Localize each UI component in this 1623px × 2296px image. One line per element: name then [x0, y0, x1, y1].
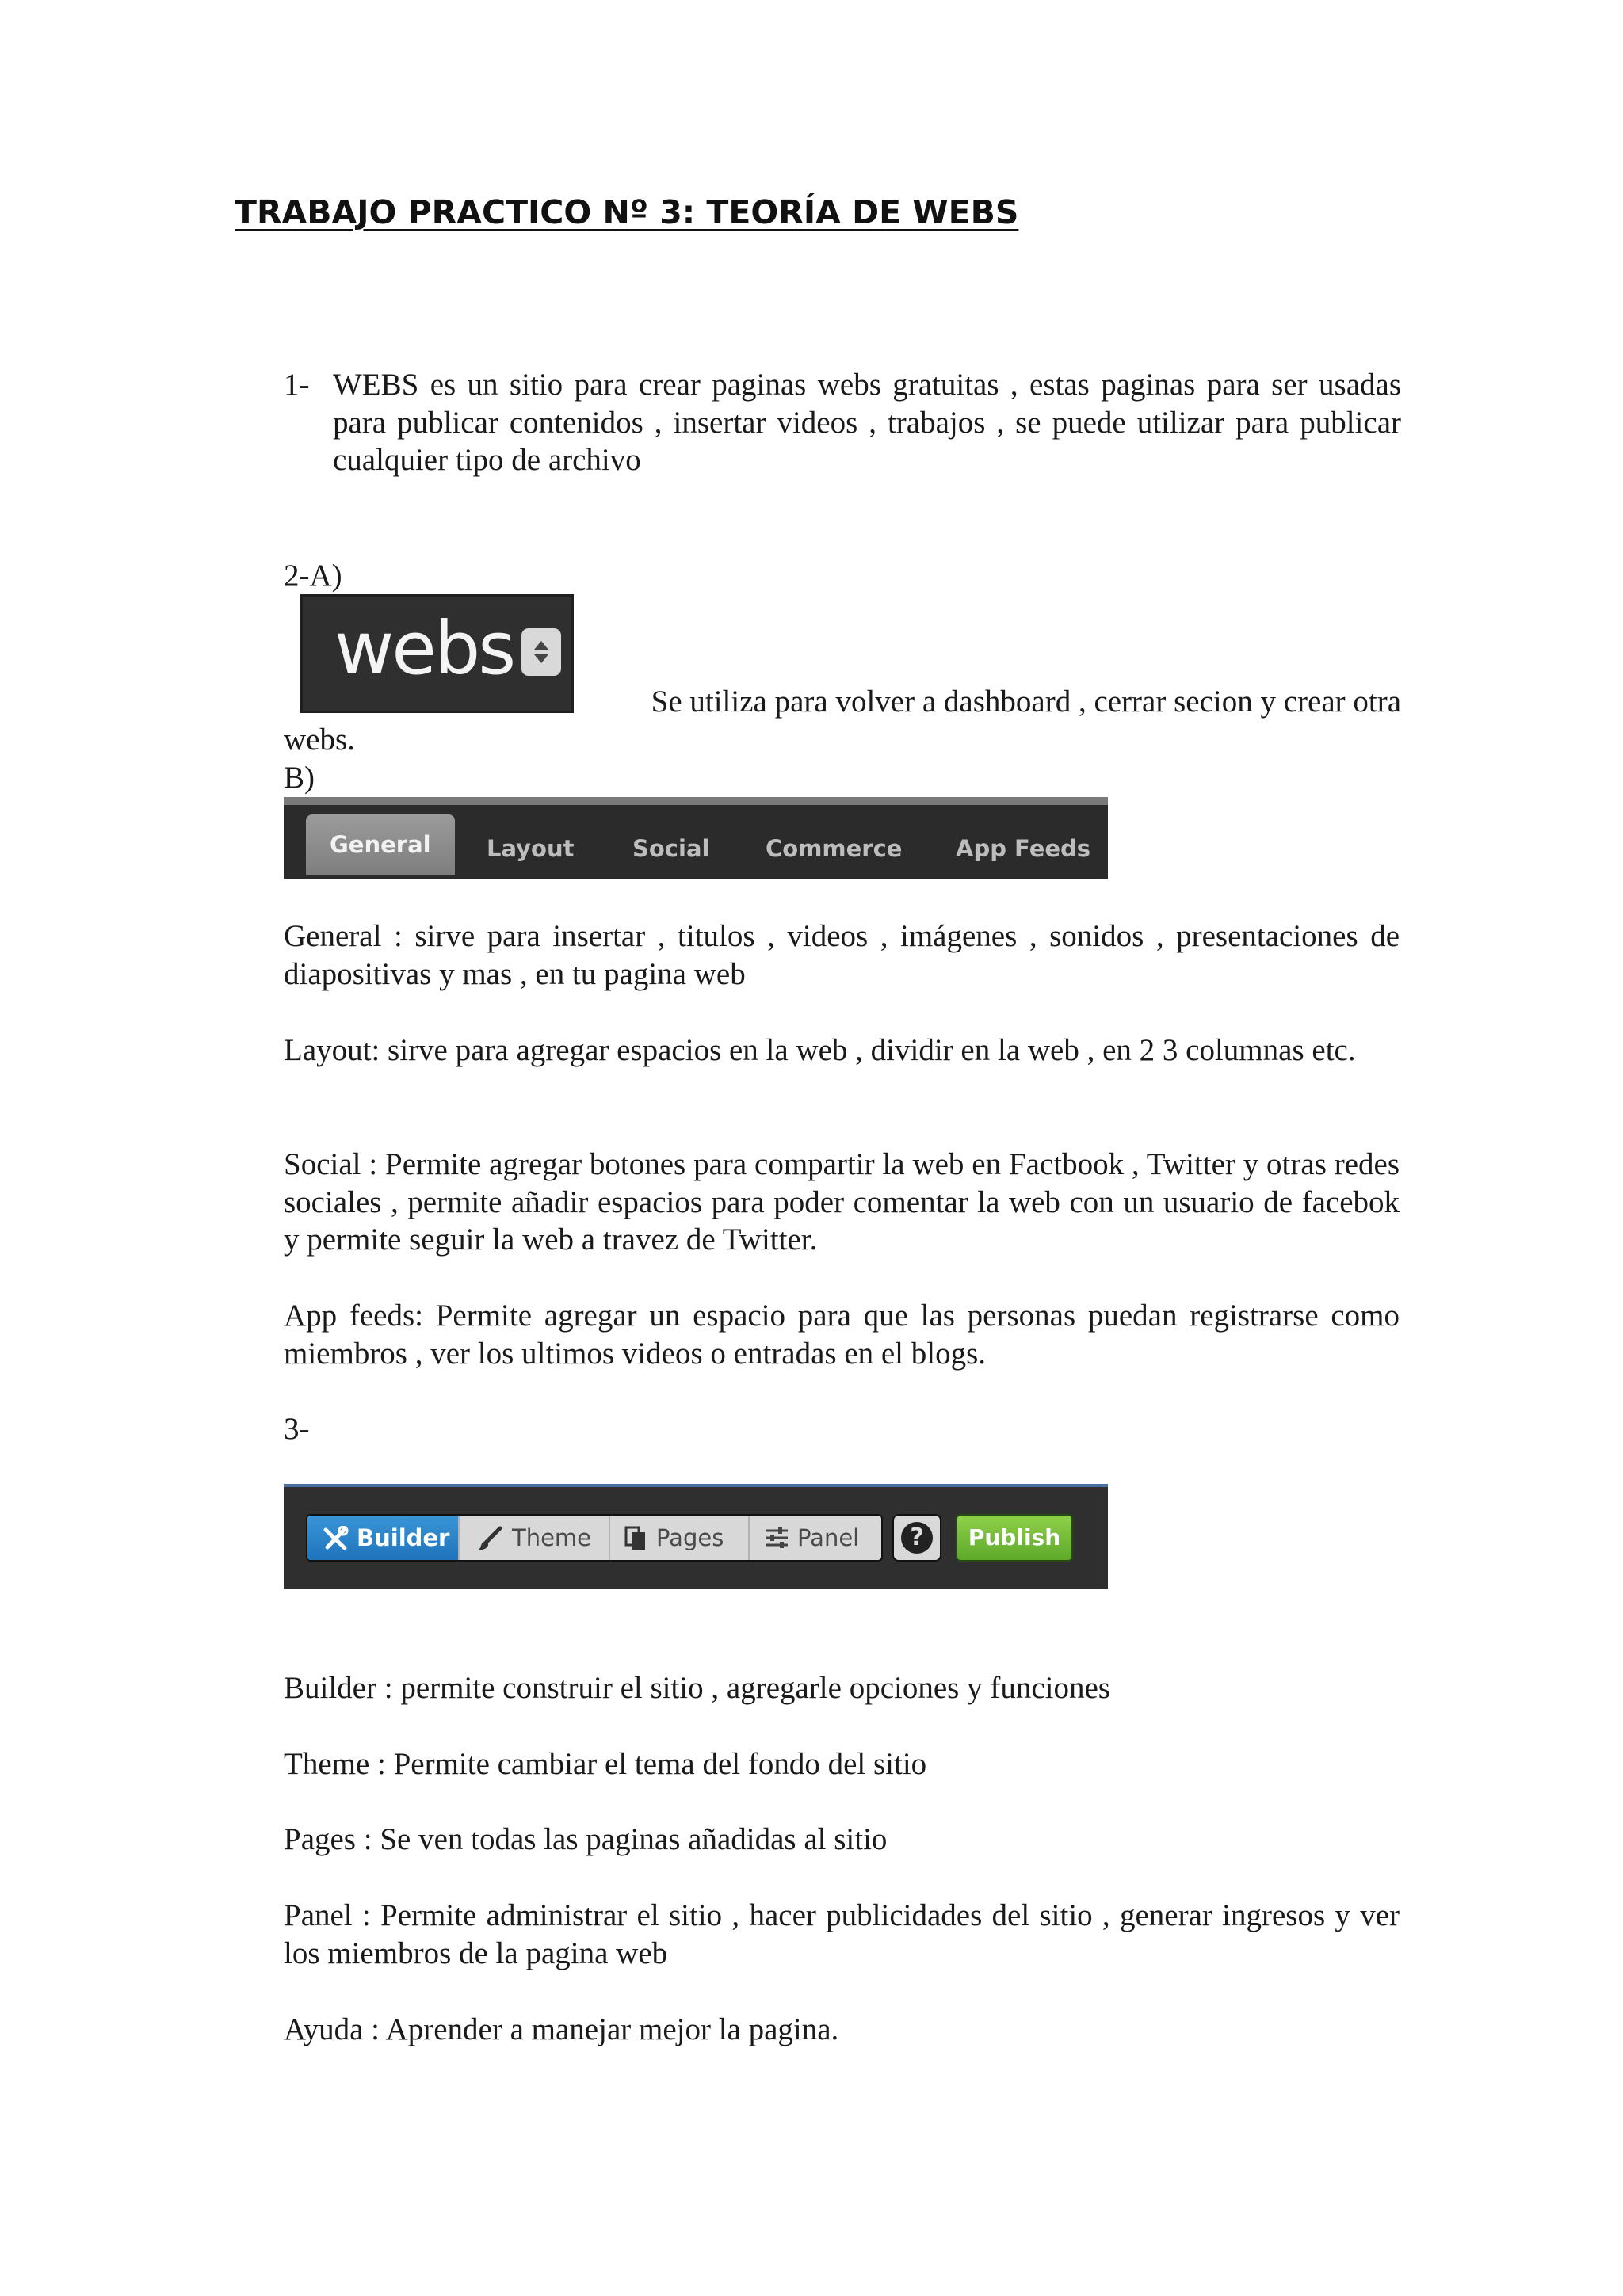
paragraph-theme: Theme : Permite cambiar el tema del fondo del sitio — [284, 1747, 927, 1781]
question-icon: ? — [901, 1522, 933, 1554]
paragraph-app-feeds: App feeds: Permite agregar un espacio para que las personas puedan registrarse como miembros , ver los ultimos videos o entradas en el blogs. — [284, 1299, 1400, 1371]
tab-general[interactable]: General — [306, 814, 455, 875]
question-1-text: WEBS es un sitio para crear paginas webs gratuitas , estas paginas para ser usadas para publicar contenidos , insertar videos , trabajos , se puede utilizar para publicar cualquier tipo de archivo — [333, 368, 1401, 477]
document-title: TRABAJO PRACTICO Nº 3: TEORÍA DE WEBS — [235, 193, 1019, 231]
paragraph-general: General : sirve para insertar , titulos , videos , imágenes , sonidos , presentaciones de diapositivas y mas , en tu pagina web — [284, 919, 1400, 991]
paintbrush-icon — [477, 1526, 502, 1551]
webs-logo-menu[interactable] — [300, 594, 574, 713]
webs-logo-text: webs — [334, 606, 514, 691]
publish-button[interactable]: Publish — [956, 1514, 1073, 1562]
question-2a-description-continued: webs. — [284, 723, 355, 757]
tools-icon — [322, 1526, 349, 1551]
help-button[interactable] — [892, 1514, 941, 1562]
editor-toolbar — [284, 1484, 1108, 1589]
pages-label: Pages — [656, 1524, 724, 1551]
builder-label: Builder — [357, 1524, 450, 1551]
tab-app-feeds[interactable]: App Feeds — [956, 835, 1091, 862]
question-1-number: 1- — [284, 368, 310, 402]
toolbar-button-group — [306, 1514, 883, 1562]
paragraph-ayuda: Ayuda : Aprender a manejar mejor la pagina. — [284, 2012, 839, 2046]
panel-button[interactable] — [750, 1516, 881, 1560]
pages-button[interactable] — [610, 1516, 750, 1560]
paragraph-social: Social : Permite agregar botones para compartir la web en Factbook , Twitter y otras redes sociales , permite añadir espacios para poder comentar la web con un usuario de facebok y permite seguir la web a travez de Twitter. — [284, 1147, 1400, 1257]
paragraph-panel: Panel : Permite administrar el sitio , hacer publicidades del sitio , generar ingresos y ver los miembros de la pagina web — [284, 1898, 1400, 1970]
theme-label: Theme — [512, 1524, 592, 1551]
builder-button[interactable] — [307, 1516, 460, 1560]
paragraph-pages: Pages : Se ven todas las paginas añadidas al sitio — [284, 1822, 888, 1856]
editor-tab-bar — [284, 797, 1108, 879]
stepper-arrows-icon — [521, 628, 561, 676]
question-1 — [284, 366, 1401, 479]
paragraph-layout: Layout: sirve para agregar espacios en la web , dividir en la web , en 2 3 columnas etc. — [284, 1033, 1356, 1067]
question-3-label: 3- — [284, 1412, 310, 1446]
question-2b-label: B) — [284, 761, 315, 795]
tab-layout[interactable]: Layout — [487, 835, 575, 862]
question-2a-label: 2-A) — [284, 559, 342, 593]
panel-label: Panel — [797, 1524, 860, 1551]
pages-icon — [624, 1526, 648, 1551]
theme-button[interactable] — [460, 1516, 610, 1560]
tab-social[interactable]: Social — [632, 835, 710, 862]
paragraph-builder: Builder : permite construir el sitio , agregarle opciones y funciones — [284, 1671, 1110, 1705]
tab-commerce[interactable]: Commerce — [766, 835, 903, 862]
question-2a-description: Se utiliza para volver a dashboard , cerrar secion y crear otra — [651, 685, 1401, 719]
sliders-icon — [764, 1526, 789, 1550]
